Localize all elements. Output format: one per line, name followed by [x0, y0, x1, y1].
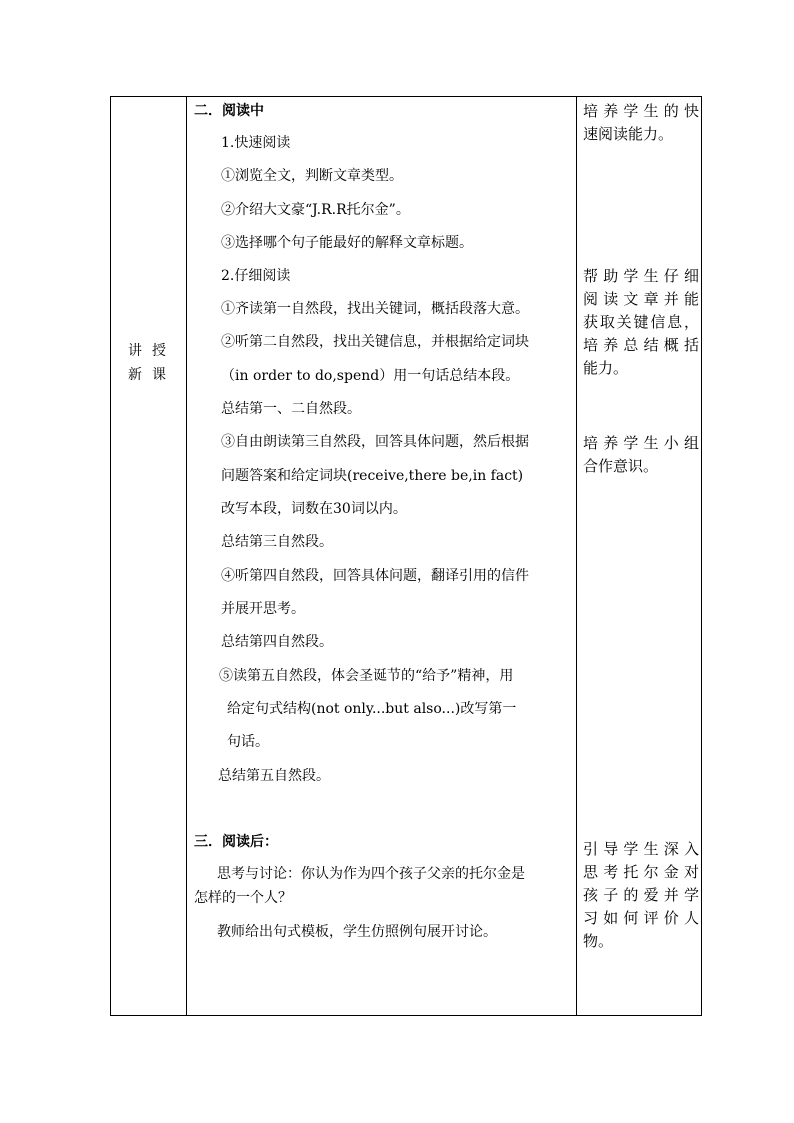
stage-label [123, 339, 175, 387]
note-row: 培养总结概括 [583, 336, 699, 354]
note-row: 速阅读能力。 [583, 125, 674, 143]
discussion-line: 思考与讨论：你认为作为四个孩子父亲的托尔金是 [217, 866, 525, 882]
lesson-plan-table [110, 96, 702, 1016]
note-row: 能力。 [583, 359, 629, 377]
note-row: 阅读文章并能 [583, 290, 699, 308]
note-row: 习如何评价人 [583, 909, 699, 927]
discussion-line: 怎样的一个人？ [194, 890, 292, 906]
note-row: 培养学生的快 [583, 102, 699, 120]
discussion-line: 教师给出句式模板，学生仿照例句展开讨论。 [217, 924, 497, 940]
stage-label-char: 课 [152, 367, 166, 383]
section2-heading: 二．阅读中 [194, 103, 264, 119]
stage-label-column [111, 97, 187, 1015]
careful-reading-line: 改写本段，词数在30词以内。 [221, 501, 407, 517]
note-row: 培养学生小组 [583, 434, 699, 452]
careful-reading-line: 给定句式结构(not only...but also...)改写第一 [227, 701, 517, 717]
careful-reading-line: 并展开思考。 [221, 601, 305, 617]
note-row: 引导学生深入 [583, 840, 699, 858]
careful-reading-line: ②听第二自然段，找出关键信息，并根据给定词块 [221, 334, 529, 350]
careful-reading-line: （in order to do,spend）用一句话总结本段。 [221, 368, 520, 384]
design-intent-column [577, 97, 703, 1015]
note-row: 孩子的爱并学 [583, 886, 699, 904]
fast-reading-item: ③选择哪个句子能最好的解释文章标题。 [221, 235, 473, 251]
section3-heading: 三．阅读后： [194, 834, 278, 850]
careful-reading-line: 总结第三自然段。 [221, 534, 333, 550]
careful-reading-line: 总结第五自然段。 [218, 768, 330, 784]
careful-reading-line: ④听第四自然段，回答具体问题，翻译引用的信件 [221, 568, 529, 584]
careful-reading-line: 句话。 [227, 734, 269, 750]
fast-reading-item: ②介绍大文豪“J.R.R托尔金”。 [221, 202, 410, 218]
fast-reading-item: ①浏览全文，判断文章类型。 [221, 168, 403, 184]
note-row: 合作意识。 [583, 457, 659, 475]
careful-reading-line: 总结第四自然段。 [221, 634, 333, 650]
careful-reading-line: 问题答案和给定词块(receive,there be,in fact) [221, 468, 524, 484]
design-note [583, 432, 699, 478]
careful-reading-heading: 2.仔细阅读 [221, 268, 291, 284]
careful-reading-line: ⑤读第五自然段，体会圣诞节的“给予”精神，用 [219, 668, 514, 684]
stage-label-char: 讲 [128, 343, 142, 359]
fast-reading-heading: 1.快速阅读 [221, 135, 291, 151]
design-note [583, 265, 699, 380]
stage-label-char: 新 [128, 367, 142, 383]
note-row: 帮助学生仔细 [583, 267, 699, 285]
design-note [583, 100, 699, 146]
design-note [583, 838, 699, 953]
stage-label-char: 授 [152, 343, 166, 359]
careful-reading-line: ①齐读第一自然段，找出关键词，概括段落大意。 [221, 301, 529, 317]
note-row: 物。 [583, 932, 614, 950]
careful-reading-line: 总结第一、二自然段。 [221, 401, 361, 417]
note-row: 思考托尔金对 [583, 863, 699, 881]
note-row: 获取关键信息， [583, 313, 699, 331]
careful-reading-line: ③自由朗读第三自然段，回答具体问题，然后根据 [221, 434, 529, 450]
teaching-content-column [187, 97, 577, 1015]
